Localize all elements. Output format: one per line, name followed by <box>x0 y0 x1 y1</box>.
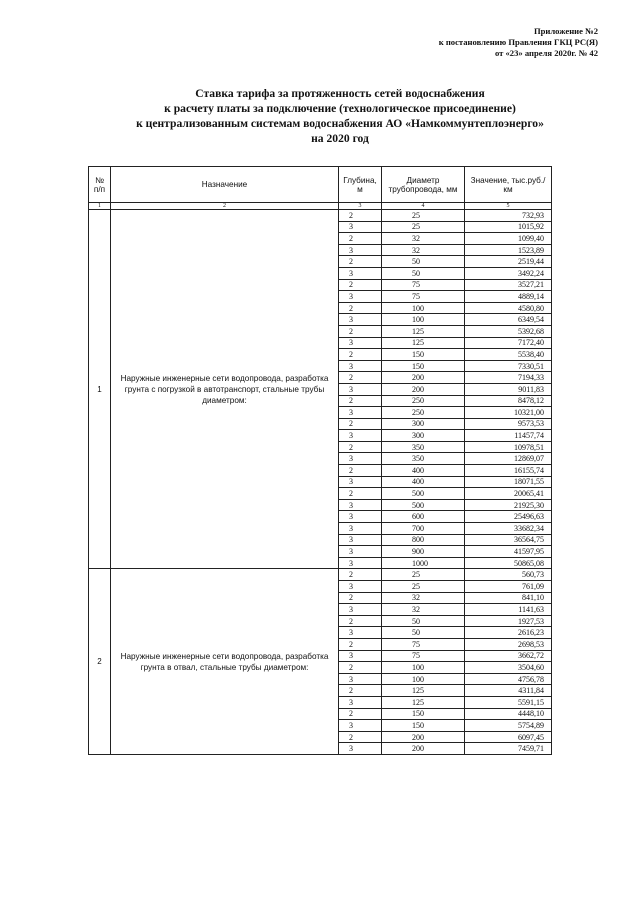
value-cell: 10978,51 <box>465 441 552 453</box>
column-header-value: Значение, тыс.руб./км <box>465 167 552 203</box>
depth-cell: 2 <box>339 488 382 500</box>
diameter-cell: 100 <box>382 314 465 326</box>
depth-cell: 3 <box>339 546 382 558</box>
value-cell: 25496,63 <box>465 511 552 523</box>
depth-cell: 2 <box>339 592 382 604</box>
value-cell: 11457,74 <box>465 430 552 442</box>
diameter-cell: 32 <box>382 244 465 256</box>
diameter-cell: 100 <box>382 302 465 314</box>
depth-cell: 3 <box>339 337 382 349</box>
diameter-cell: 500 <box>382 499 465 511</box>
diameter-cell: 900 <box>382 546 465 558</box>
value-cell: 33682,34 <box>465 523 552 535</box>
value-cell: 6349,54 <box>465 314 552 326</box>
section-number: 1 <box>89 210 111 569</box>
depth-cell: 3 <box>339 383 382 395</box>
depth-cell: 2 <box>339 418 382 430</box>
diameter-cell: 1000 <box>382 557 465 569</box>
value-cell: 1099,40 <box>465 233 552 245</box>
value-cell: 5538,40 <box>465 349 552 361</box>
value-cell: 9011,83 <box>465 383 552 395</box>
column-header-number: № п/п <box>89 167 111 203</box>
value-cell: 3527,21 <box>465 279 552 291</box>
value-cell: 4448,10 <box>465 708 552 720</box>
diameter-cell: 800 <box>382 534 465 546</box>
diameter-cell: 300 <box>382 418 465 430</box>
value-cell: 2519,44 <box>465 256 552 268</box>
value-cell: 7194,33 <box>465 372 552 384</box>
diameter-cell: 200 <box>382 731 465 743</box>
value-cell: 9573,53 <box>465 418 552 430</box>
diameter-cell: 400 <box>382 476 465 488</box>
column-number: 5 <box>465 203 552 210</box>
title-line-4: на 2020 год <box>311 132 369 145</box>
value-cell: 41597,95 <box>465 546 552 558</box>
diameter-cell: 75 <box>382 291 465 303</box>
value-cell: 1927,53 <box>465 615 552 627</box>
depth-cell: 2 <box>339 372 382 384</box>
appendix-label: Приложение №2 <box>533 26 598 36</box>
value-cell: 7459,71 <box>465 743 552 755</box>
value-cell: 20065,41 <box>465 488 552 500</box>
value-cell: 3504,60 <box>465 662 552 674</box>
diameter-cell: 125 <box>382 337 465 349</box>
diameter-cell: 32 <box>382 592 465 604</box>
column-number-row <box>89 203 552 210</box>
column-header-depth: Глубина, м <box>339 167 382 203</box>
depth-cell: 3 <box>339 696 382 708</box>
depth-cell: 3 <box>339 244 382 256</box>
depth-cell: 3 <box>339 267 382 279</box>
resolution-date: от «23» апреля 2020г. № 42 <box>494 48 598 58</box>
depth-cell: 3 <box>339 604 382 616</box>
diameter-cell: 200 <box>382 743 465 755</box>
diameter-cell: 75 <box>382 279 465 291</box>
value-cell: 18071,55 <box>465 476 552 488</box>
value-cell: 6097,45 <box>465 731 552 743</box>
value-cell: 1523,89 <box>465 244 552 256</box>
diameter-cell: 150 <box>382 349 465 361</box>
value-cell: 761,09 <box>465 581 552 593</box>
diameter-cell: 300 <box>382 430 465 442</box>
value-cell: 5754,89 <box>465 720 552 732</box>
document-reference <box>439 26 598 59</box>
depth-cell: 2 <box>339 210 382 222</box>
diameter-cell: 75 <box>382 650 465 662</box>
depth-cell: 2 <box>339 685 382 697</box>
depth-cell: 2 <box>339 708 382 720</box>
diameter-cell: 50 <box>382 627 465 639</box>
diameter-cell: 25 <box>382 581 465 593</box>
depth-cell: 3 <box>339 673 382 685</box>
tariff-table-body <box>89 210 552 755</box>
value-cell: 16155,74 <box>465 465 552 477</box>
diameter-cell: 75 <box>382 638 465 650</box>
diameter-cell: 200 <box>382 383 465 395</box>
depth-cell: 3 <box>339 291 382 303</box>
depth-cell: 3 <box>339 314 382 326</box>
diameter-cell: 125 <box>382 325 465 337</box>
diameter-cell: 125 <box>382 685 465 697</box>
depth-cell: 2 <box>339 279 382 291</box>
value-cell: 7330,51 <box>465 360 552 372</box>
diameter-cell: 250 <box>382 407 465 419</box>
diameter-cell: 50 <box>382 267 465 279</box>
value-cell: 36564,75 <box>465 534 552 546</box>
diameter-cell: 125 <box>382 696 465 708</box>
depth-cell: 2 <box>339 615 382 627</box>
depth-cell: 3 <box>339 360 382 372</box>
value-cell: 1015,92 <box>465 221 552 233</box>
diameter-cell: 50 <box>382 256 465 268</box>
table-row <box>89 569 552 581</box>
table-row <box>89 210 552 222</box>
depth-cell: 3 <box>339 743 382 755</box>
depth-cell: 2 <box>339 441 382 453</box>
depth-cell: 3 <box>339 627 382 639</box>
diameter-cell: 150 <box>382 708 465 720</box>
diameter-cell: 32 <box>382 233 465 245</box>
value-cell: 841,10 <box>465 592 552 604</box>
resolution-reference: к постановлению Правления ГКЦ РС(Я) <box>438 37 598 47</box>
value-cell: 50865,08 <box>465 557 552 569</box>
depth-cell: 2 <box>339 349 382 361</box>
diameter-cell: 150 <box>382 360 465 372</box>
section-description: Наружные инженерные сети водопровода, разработка грунта в отвал, стальные трубы диаметром: <box>111 569 339 755</box>
diameter-cell: 400 <box>382 465 465 477</box>
diameter-cell: 100 <box>382 673 465 685</box>
diameter-cell: 200 <box>382 372 465 384</box>
depth-cell: 3 <box>339 499 382 511</box>
value-cell: 7172,40 <box>465 337 552 349</box>
title-line-3: к централизованным системам водоснабжения АО «Намкоммунтеплоэнерго» <box>136 117 544 130</box>
diameter-cell: 350 <box>382 453 465 465</box>
depth-cell: 3 <box>339 581 382 593</box>
diameter-cell: 32 <box>382 604 465 616</box>
depth-cell: 2 <box>339 395 382 407</box>
value-cell: 4580,80 <box>465 302 552 314</box>
column-number: 3 <box>339 203 382 210</box>
column-number: 1 <box>89 203 111 210</box>
depth-cell: 3 <box>339 407 382 419</box>
column-header-diameter: Диаметр трубопровода, мм <box>382 167 465 203</box>
value-cell: 5392,68 <box>465 325 552 337</box>
depth-cell: 2 <box>339 731 382 743</box>
diameter-cell: 500 <box>382 488 465 500</box>
depth-cell: 3 <box>339 534 382 546</box>
depth-cell: 3 <box>339 430 382 442</box>
diameter-cell: 25 <box>382 221 465 233</box>
value-cell: 3662,72 <box>465 650 552 662</box>
diameter-cell: 100 <box>382 662 465 674</box>
value-cell: 4311,84 <box>465 685 552 697</box>
depth-cell: 3 <box>339 453 382 465</box>
depth-cell: 2 <box>339 325 382 337</box>
diameter-cell: 700 <box>382 523 465 535</box>
value-cell: 3492,24 <box>465 267 552 279</box>
depth-cell: 3 <box>339 511 382 523</box>
depth-cell: 3 <box>339 221 382 233</box>
diameter-cell: 250 <box>382 395 465 407</box>
value-cell: 12869,07 <box>465 453 552 465</box>
depth-cell: 2 <box>339 569 382 581</box>
value-cell: 21925,30 <box>465 499 552 511</box>
table-header-row <box>89 167 552 203</box>
title-line-2: к расчету платы за подключение (технологическое присоединение) <box>164 102 516 115</box>
depth-cell: 2 <box>339 465 382 477</box>
depth-cell: 2 <box>339 256 382 268</box>
document-title <box>60 86 620 146</box>
diameter-cell: 600 <box>382 511 465 523</box>
value-cell: 10321,00 <box>465 407 552 419</box>
diameter-cell: 50 <box>382 615 465 627</box>
depth-cell: 2 <box>339 638 382 650</box>
value-cell: 732,93 <box>465 210 552 222</box>
value-cell: 2698,53 <box>465 638 552 650</box>
diameter-cell: 25 <box>382 210 465 222</box>
section-number: 2 <box>89 569 111 755</box>
value-cell: 1141,63 <box>465 604 552 616</box>
value-cell: 8478,12 <box>465 395 552 407</box>
value-cell: 4756,78 <box>465 673 552 685</box>
depth-cell: 3 <box>339 720 382 732</box>
column-header-purpose: Назначение <box>111 167 339 203</box>
title-line-1: Ставка тарифа за протяженность сетей водоснабжения <box>195 87 485 100</box>
diameter-cell: 350 <box>382 441 465 453</box>
diameter-cell: 150 <box>382 720 465 732</box>
value-cell: 4889,14 <box>465 291 552 303</box>
section-description: Наружные инженерные сети водопровода, разработка грунта с погрузкой в автотранспорт, стальные трубы диаметром: <box>111 210 339 569</box>
tariff-table <box>88 166 552 755</box>
depth-cell: 3 <box>339 650 382 662</box>
diameter-cell: 25 <box>382 569 465 581</box>
depth-cell: 3 <box>339 523 382 535</box>
depth-cell: 2 <box>339 233 382 245</box>
depth-cell: 2 <box>339 302 382 314</box>
column-number: 2 <box>111 203 339 210</box>
depth-cell: 2 <box>339 662 382 674</box>
column-number: 4 <box>382 203 465 210</box>
depth-cell: 3 <box>339 476 382 488</box>
depth-cell: 3 <box>339 557 382 569</box>
value-cell: 560,73 <box>465 569 552 581</box>
value-cell: 5591,15 <box>465 696 552 708</box>
value-cell: 2616,23 <box>465 627 552 639</box>
